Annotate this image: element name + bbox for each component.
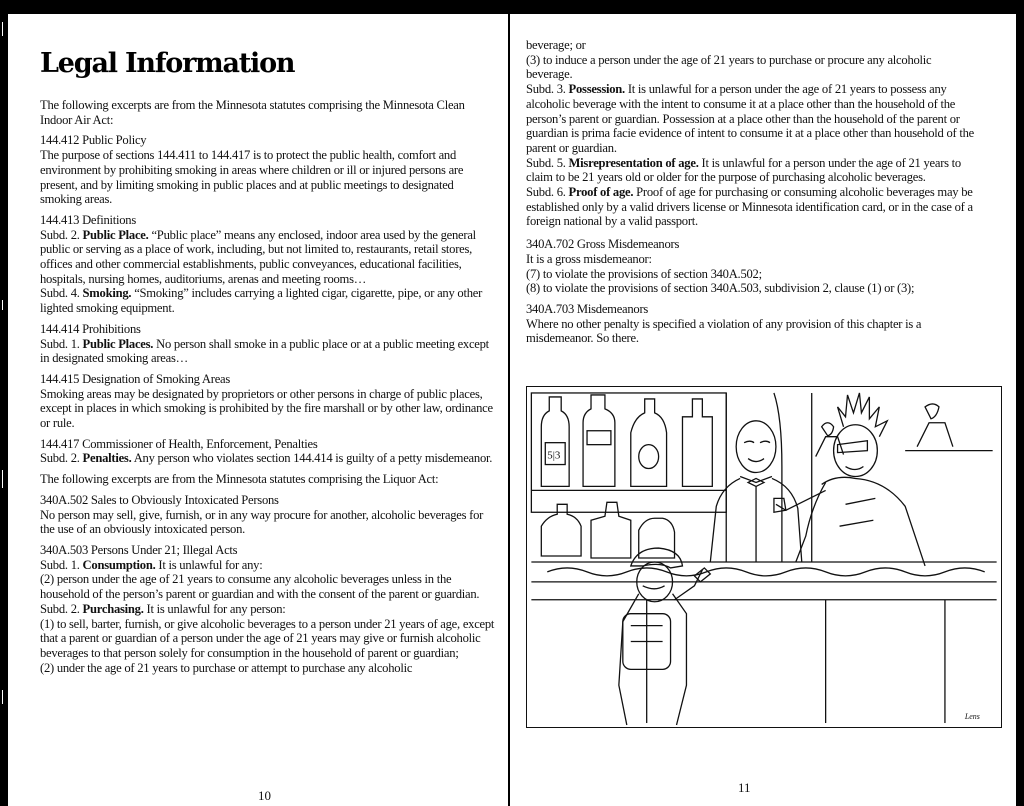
section-144-412 [40,133,498,207]
artist-signature: Lens [964,712,980,722]
subd-term: Penalties. [82,451,132,466]
section-heading: 340A.503 Persons Under 21; Illegal Acts [40,542,238,557]
section-heading: 340A.702 Gross Misdemeanors [526,237,680,252]
subd-label: Subd. 2. [40,451,80,466]
right-column [526,38,974,352]
section-body: No person may sell, give, furnish, or in any way procure for another, alcoholic beverages for the use of an obviously intoxicated person. [40,507,484,537]
section-body: The purpose of sections 144.411 to 144.417 is to protect the public health, comfort and environment by prohibiting smoking in areas where children or ill or injured persons are present, and by limiting smoking in public places and at public meetings to designated smoking areas. [40,148,464,207]
subd-text: “Public place” means any enclosed, indoor area used by the general public or serving as a place of work, including, but not limited to, restaurants, retail stores, offices and other commercial establishments, public conveyances, educational facilities, hospitals, nursing homes, auditoriums, arenas and meeting rooms… [40,227,476,286]
left-page [8,14,508,806]
clause-item: (2) under the age of 21 years to purchase or attempt to purchase any alcoholic [40,660,413,675]
subd-label: Subd. 2. [40,601,80,616]
section-144-417 [40,437,498,466]
clause-item: (3) to induce a person under the age of 21 years to purchase or procure any alcoholic beverage. [526,52,932,82]
bar-counter [531,562,996,723]
bottle-label: 5|3 [547,449,561,462]
section-340a-503 [40,543,498,675]
section-144-413 [40,213,498,316]
subd-text: Any person who violates section 144.414 is guilty of a petty misdemeanor. [133,451,493,466]
page-title: Legal Information [40,48,295,79]
shelf-bottles [541,395,712,486]
subd-text: No person shall smoke in a public place or at a public meeting except in designated smoking areas… [40,336,489,366]
illustration-drawing [527,387,1001,727]
left-column [40,98,498,681]
section-heading: 144.417 Commissioner of Health, Enforcement, Penalties [40,436,318,451]
subd-term: Purchasing. [82,601,144,616]
subd-term: Public Place. [82,227,149,242]
young-customer [619,548,710,725]
section-heading: 144.412 Public Policy [40,133,147,148]
section-body: Where no other penalty is specified a violation of any provision of this chapter is a misdemeanor. So there. [526,316,922,346]
clause-item: (1) to sell, barter, furnish, or give alcoholic beverages to a person under 21 years of age, except that a parent or guardian of a person under the age of 21 years may give or furnish alcoholic beverages to that person solely for consumption in the household of parent or guardian; [40,616,495,660]
section-heading: 340A.703 Misdemeanors [526,301,649,316]
subd-term: Misrepresentation of age. [568,155,699,170]
section-144-414 [40,322,498,366]
subd-text: It is unlawful for any person: [146,601,286,616]
section-heading: 144.413 Definitions [40,212,136,227]
counter-bottles [541,502,674,558]
clause-item: (7) to violate the provisions of section 340A.502; [526,266,762,281]
section-340a-702 [526,237,974,296]
subd-term: Proof of age. [568,185,634,200]
page-number: 11 [738,780,751,795]
section-144-415 [40,372,498,431]
page-number: 10 [258,788,271,803]
right-page [510,14,1016,806]
continuation [526,38,974,229]
subd-text: Proof of age for purchasing or consuming alcoholic beverages may be established only by a valid drivers license or Minnesota identification card, or in the case of a foreign national by a valid passport. [526,185,973,229]
subd-label: Subd. 6. [526,185,566,200]
subd-term: Consumption. [82,557,156,572]
liquor-intro-paragraph: The following excerpts are from the Minnesota statutes comprising the Liquor Act: [40,472,439,487]
subd-label: Subd. 4. [40,286,80,301]
intro-paragraph: The following excerpts are from the Minnesota statutes comprising the Minnesota Clean Indoor Air Act: [40,98,465,127]
bar-scene-illustration [526,386,1002,728]
subd-term: Possession. [568,82,625,97]
subd-term: Public Places. [82,336,154,351]
section-340a-703 [526,302,974,346]
subd-text: It is unlawful for a person under the age of 21 years to possess any alcoholic beverage with the intent to consume it at a place other than the household of the person’s parent or guardian. Possession at a place other than the household of the parent or guardian is prima facie evidence of intent to consume it at a place other than household of the parent or guardian. [526,82,974,155]
clause-item: (8) to violate the provisions of section 340A.503, subdivision 2, clause (1) or (3); [526,281,915,296]
section-heading: 144.415 Designation of Smoking Areas [40,371,231,386]
section-heading: 144.414 Prohibitions [40,321,141,336]
continued-text: beverage; or [526,38,586,52]
subd-label: Subd. 5. [526,155,566,170]
book-binding [0,0,8,806]
subd-text: “Smoking” includes carrying a lighted cigar, cigarette, pipe, or any other lighted smoking equipment. [40,286,483,316]
punk-patron [774,393,925,566]
subd-label: Subd. 2. [40,227,80,242]
section-intro: It is a gross misdemeanor: [526,251,652,266]
subd-label: Subd. 1. [40,336,80,351]
clause-item: (2) person under the age of 21 years to consume any alcoholic beverages unless in the household of the person’s parent or guardian and with the consent of the parent or guardian. [40,572,480,602]
bartender [710,421,801,562]
subd-label: Subd. 3. [526,82,566,97]
section-heading: 340A.502 Sales to Obviously Intoxicated Persons [40,492,279,507]
subd-text: It is unlawful for any: [158,557,263,572]
section-340a-502 [40,493,498,537]
subd-term: Smoking. [82,286,132,301]
section-body: Smoking areas may be designated by proprietors or other persons in charge of public places, except in places in which smoking is prohibited by the fire marshall or by other law, ordinance or rule. [40,386,493,431]
subd-text: It is unlawful for a person under the age of 21 years to claim to be 21 years old or older for the purpose of purchasing alcoholic beverages. [526,155,961,185]
subd-label: Subd. 1. [40,557,80,572]
